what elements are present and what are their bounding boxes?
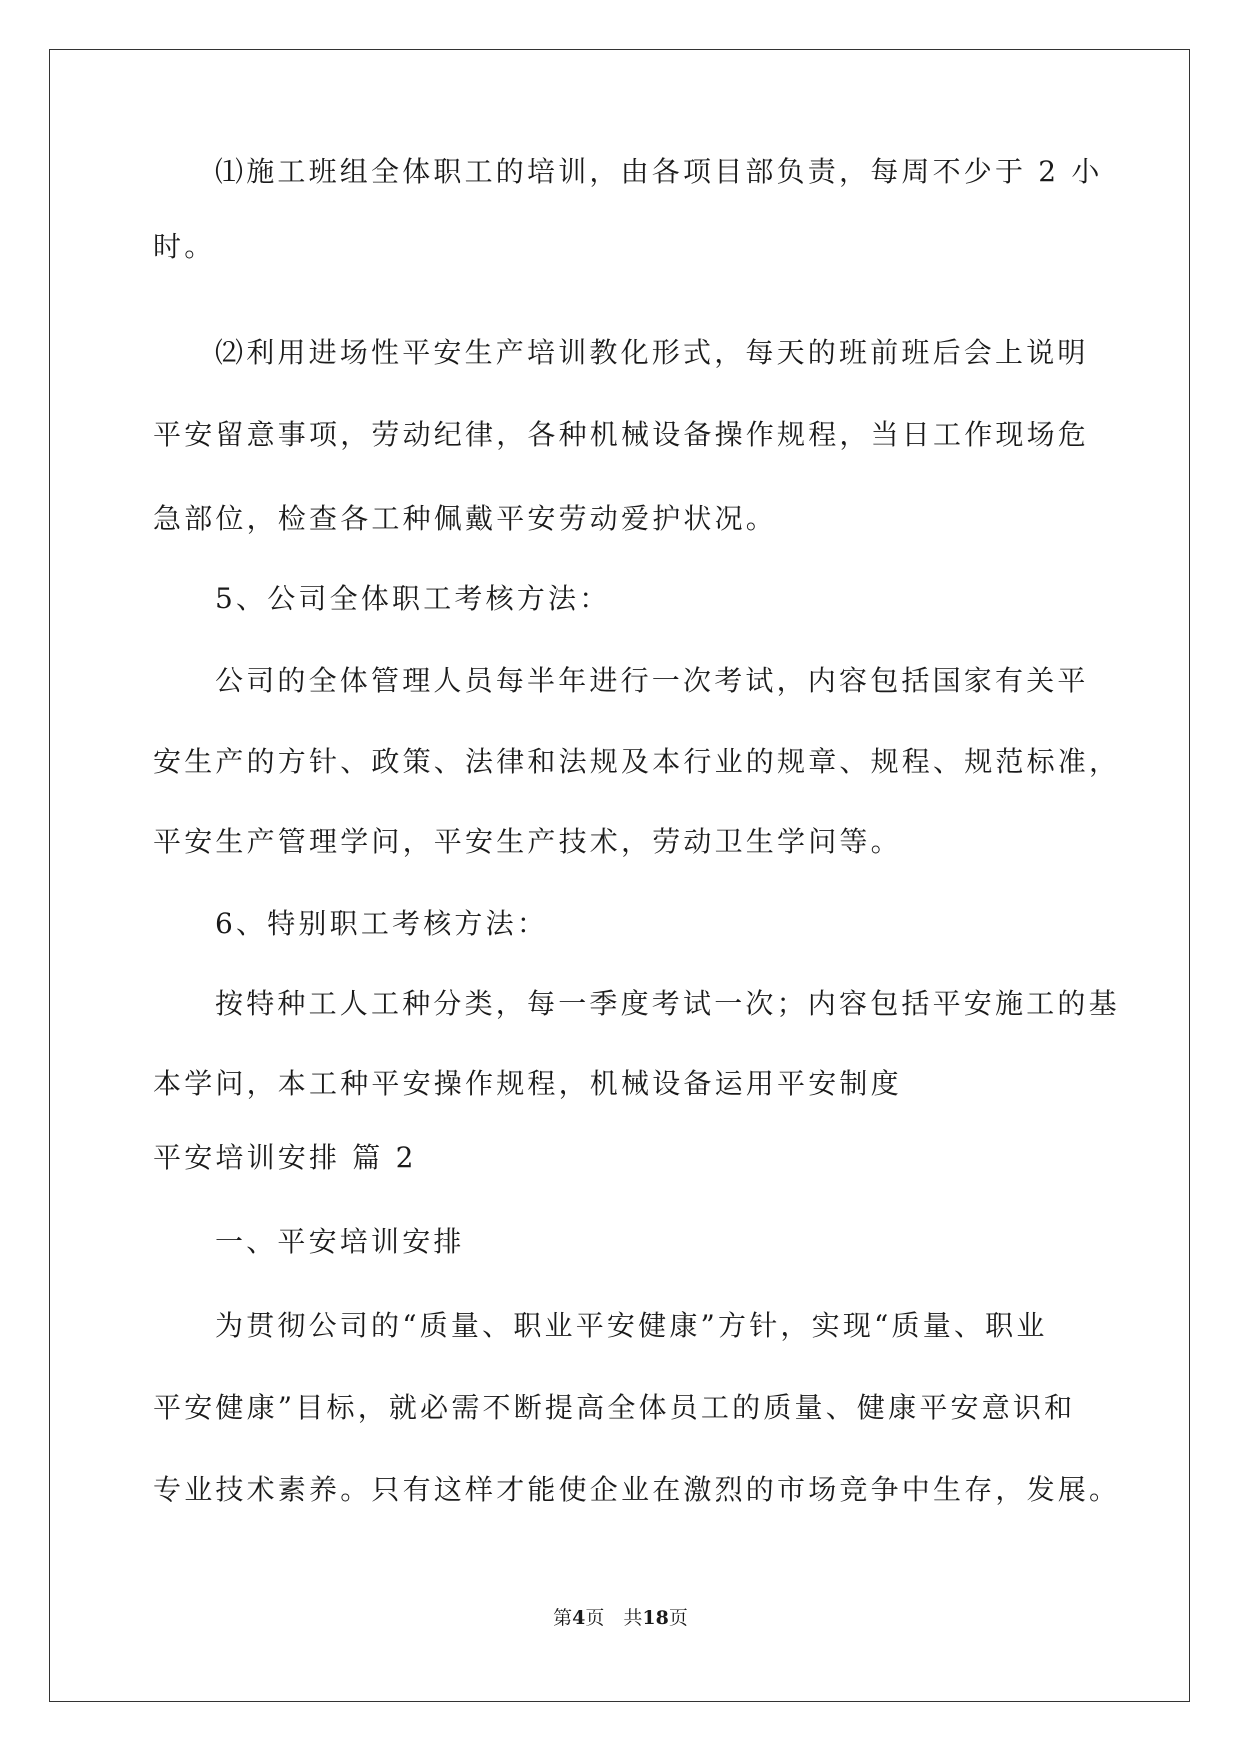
article-title: 平安培训安排 篇 2 (153, 1141, 417, 1174)
current-page-number: 4 (572, 1607, 586, 1629)
section-heading: 5、公司全体职工考核方法： (215, 582, 611, 615)
page-border (49, 49, 1190, 1702)
paragraph-line: 安生产的方针、政策、法律和法规及本行业的规章、规程、规范标准， (153, 745, 1121, 778)
paragraph-line: 急部位，检查各工种佩戴平安劳动爱护状况。 (153, 502, 778, 535)
footer-suffix: 页 (668, 1607, 688, 1629)
footer-prefix: 第 (553, 1607, 573, 1629)
paragraph-line: 为贯彻公司的“质量、职业平安健康”方针，实现“质量、职业 (215, 1309, 1048, 1342)
paragraph-line: 平安健康”目标，就必需不断提高全体员工的质量、健康平安意识和 (153, 1391, 1076, 1424)
paragraph-line: 本学问，本工种平安操作规程，机械设备运用平安制度 (153, 1067, 902, 1100)
paragraph-line: ⑴施工班组全体职工的培训，由各项目部负责，每周不少于 2 小 (215, 155, 1103, 188)
paragraph-line: 时。 (153, 230, 216, 263)
paragraph-line: 专业技术素养。只有这样才能使企业在激烈的市场竞争中生存，发展。 (153, 1473, 1121, 1506)
paragraph-line: 平安生产管理学问，平安生产技术，劳动卫生学问等。 (153, 825, 902, 858)
paragraph-line: ⑵利用进场性平安生产培训教化形式，每天的班前班后会上说明 (215, 336, 1089, 369)
footer-mid: 页 共 (585, 1607, 643, 1629)
paragraph-line: 平安留意事项，劳动纪律，各种机械设备操作规程，当日工作现场危 (153, 418, 1090, 451)
section-heading: 一、平安培训安排 (215, 1225, 465, 1258)
paragraph-line: 按特种工人工种分类，每一季度考试一次；内容包括平安施工的基 (215, 987, 1120, 1020)
section-heading: 6、特别职工考核方法： (215, 907, 549, 940)
paragraph-line: 公司的全体管理人员每半年进行一次考试，内容包括国家有关平 (215, 664, 1089, 697)
page-footer (0, 1606, 1241, 1630)
total-page-number: 18 (642, 1607, 669, 1629)
